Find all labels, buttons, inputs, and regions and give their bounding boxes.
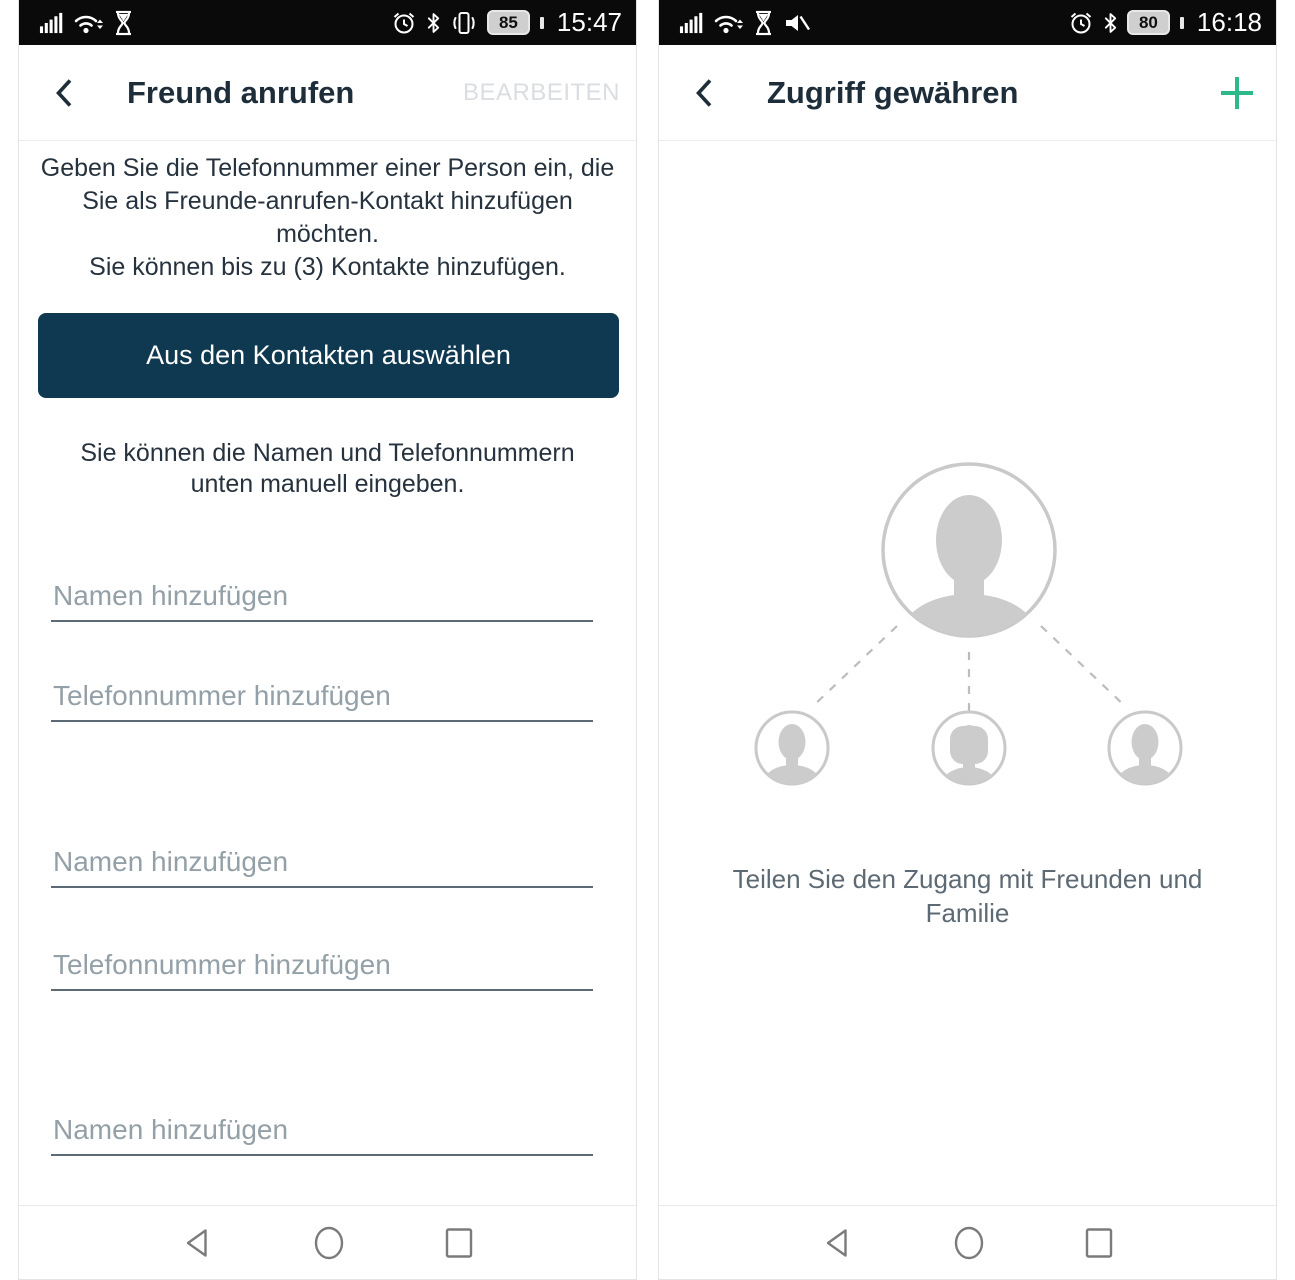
status-time: 15:47 bbox=[556, 7, 622, 37]
intro-line-1: Geben Sie die Telefonnummer einer Person ein, die Sie als Freunde-anrufen-Kontakt hinzufügen möchten. bbox=[40, 154, 615, 248]
battery-level: 80 bbox=[1138, 12, 1158, 32]
select-contacts-button[interactable]: Aus den Kontakten auswählen bbox=[38, 313, 619, 398]
manual-entry-hint: Sie können die Namen und Telefonnummern unten manuell eingeben. bbox=[80, 439, 575, 498]
back-button[interactable] bbox=[19, 45, 109, 141]
bluetooth-icon bbox=[1103, 10, 1118, 36]
alarm-icon bbox=[1068, 10, 1094, 36]
nav-home-button[interactable] bbox=[311, 1225, 347, 1261]
add-contact-button[interactable] bbox=[1218, 74, 1276, 112]
name-input-3[interactable] bbox=[51, 1106, 593, 1156]
intro-line-2: Sie können bis zu (3) Kontakte hinzufügen. bbox=[89, 253, 566, 281]
page-title: Freund anrufen bbox=[127, 74, 355, 110]
back-button[interactable] bbox=[659, 45, 749, 141]
edit-button[interactable]: BEARBEITEN bbox=[463, 79, 636, 107]
hourglass-icon bbox=[753, 10, 774, 36]
alarm-icon bbox=[391, 10, 417, 36]
hourglass-icon bbox=[113, 10, 134, 36]
circle-home-icon bbox=[311, 1225, 347, 1261]
android-nav-bar bbox=[659, 1205, 1276, 1279]
main-avatar bbox=[883, 464, 1055, 674]
triangle-back-icon bbox=[180, 1225, 216, 1261]
battery-indicator bbox=[1127, 10, 1170, 35]
contact-avatar-3 bbox=[1109, 712, 1181, 799]
mute-icon bbox=[783, 11, 811, 35]
share-diagram bbox=[659, 440, 1277, 875]
wifi-icon bbox=[73, 10, 104, 35]
intro-text bbox=[19, 152, 636, 284]
square-recents-icon bbox=[441, 1225, 477, 1261]
status-bar bbox=[19, 0, 636, 45]
nav-back-button[interactable] bbox=[820, 1225, 856, 1261]
chevron-left-icon bbox=[53, 76, 75, 110]
header bbox=[19, 45, 636, 141]
status-bar bbox=[659, 0, 1276, 45]
left-screenshot bbox=[18, 0, 637, 1280]
android-nav-bar bbox=[19, 1205, 636, 1279]
circle-home-icon bbox=[951, 1225, 987, 1261]
phone-input-1[interactable] bbox=[51, 672, 593, 722]
name-input-1[interactable] bbox=[51, 572, 593, 622]
contact-avatar-2 bbox=[933, 712, 1005, 799]
status-time: 16:18 bbox=[1196, 7, 1262, 37]
nav-back-button[interactable] bbox=[180, 1225, 216, 1261]
name-input-2[interactable] bbox=[51, 838, 593, 888]
chevron-left-icon bbox=[693, 76, 715, 110]
battery-level: 85 bbox=[498, 12, 518, 32]
battery-nub-icon bbox=[1180, 17, 1184, 29]
square-recents-icon bbox=[1081, 1225, 1117, 1261]
signal-icon bbox=[39, 10, 64, 35]
vibrate-icon bbox=[450, 10, 478, 36]
battery-indicator bbox=[487, 10, 530, 35]
plus-icon bbox=[1218, 74, 1256, 112]
signal-icon bbox=[679, 10, 704, 35]
page-title: Zugriff gewähren bbox=[767, 74, 1019, 110]
right-screenshot bbox=[658, 0, 1277, 1280]
bluetooth-icon bbox=[426, 10, 441, 36]
nav-recents-button[interactable] bbox=[1081, 1225, 1117, 1261]
phone-input-2[interactable] bbox=[51, 941, 593, 991]
triangle-back-icon bbox=[820, 1225, 856, 1261]
contact-avatar-1 bbox=[756, 712, 828, 799]
battery-nub-icon bbox=[540, 17, 544, 29]
header bbox=[659, 45, 1276, 141]
dashed-connectors bbox=[811, 626, 1127, 712]
nav-home-button[interactable] bbox=[951, 1225, 987, 1261]
share-caption: Teilen Sie den Zugang mit Freunden und Familie bbox=[732, 864, 1203, 928]
nav-recents-button[interactable] bbox=[441, 1225, 477, 1261]
wifi-icon bbox=[713, 10, 744, 35]
